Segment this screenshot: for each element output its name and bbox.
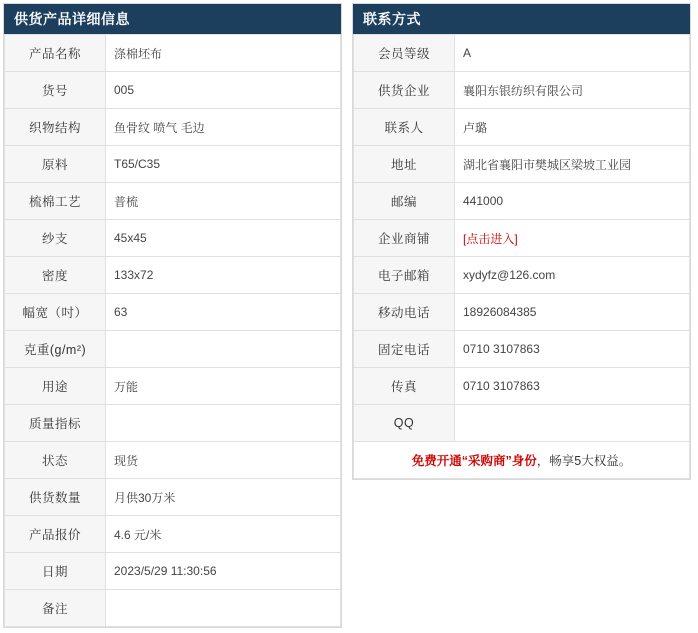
promo-rest: ，畅享5大权益。 bbox=[536, 454, 632, 468]
row-label: 货号 bbox=[5, 72, 106, 109]
table-row bbox=[5, 35, 341, 72]
row-label: 传真 bbox=[354, 368, 455, 405]
row-value bbox=[455, 405, 690, 442]
promo-row[interactable] bbox=[354, 442, 690, 479]
row-value: 005 bbox=[106, 72, 341, 109]
table-row bbox=[5, 442, 341, 479]
promo-cell[interactable] bbox=[354, 442, 690, 479]
row-label: 日期 bbox=[5, 553, 106, 590]
row-value: 18926084385 bbox=[455, 294, 690, 331]
row-value: 鱼骨纹 喷气 毛边 bbox=[106, 109, 341, 146]
table-row bbox=[5, 220, 341, 257]
row-label: 移动电话 bbox=[354, 294, 455, 331]
row-value: 45x45 bbox=[106, 220, 341, 257]
row-value: xydyfz@126.com bbox=[455, 257, 690, 294]
table-row bbox=[5, 590, 341, 627]
table-row bbox=[354, 294, 690, 331]
row-label: 电子邮箱 bbox=[354, 257, 455, 294]
table-row bbox=[5, 368, 341, 405]
row-value: 0710 3107863 bbox=[455, 368, 690, 405]
row-value: 涤棉坯布 bbox=[106, 35, 341, 72]
row-label: 企业商铺 bbox=[354, 220, 455, 257]
row-label: 梳棉工艺 bbox=[5, 183, 106, 220]
table-row-shop bbox=[354, 220, 690, 257]
row-value: 现货 bbox=[106, 442, 341, 479]
contact-info-panel bbox=[352, 3, 691, 480]
row-label: 用途 bbox=[5, 368, 106, 405]
row-value: A bbox=[455, 35, 690, 72]
row-label: 备注 bbox=[5, 590, 106, 627]
row-label: 供货企业 bbox=[354, 72, 455, 109]
row-label: 织物结构 bbox=[5, 109, 106, 146]
row-value: 万能 bbox=[106, 368, 341, 405]
row-value[interactable] bbox=[455, 220, 690, 257]
row-value: 4.6 元/米 bbox=[106, 516, 341, 553]
table-row bbox=[354, 146, 690, 183]
row-label: QQ bbox=[354, 405, 455, 442]
product-details-table bbox=[4, 34, 341, 627]
table-row bbox=[354, 368, 690, 405]
table-row bbox=[354, 109, 690, 146]
row-label: 地址 bbox=[354, 146, 455, 183]
contact-info-title: 联系方式 bbox=[353, 4, 690, 34]
row-value: 普梳 bbox=[106, 183, 341, 220]
row-label: 原料 bbox=[5, 146, 106, 183]
contact-info-table bbox=[353, 34, 690, 479]
row-label: 邮编 bbox=[354, 183, 455, 220]
row-value: 湖北省襄阳市樊城区梁坡工业园 bbox=[455, 146, 690, 183]
row-label: 纱支 bbox=[5, 220, 106, 257]
row-value bbox=[106, 331, 341, 368]
row-label: 质量指标 bbox=[5, 405, 106, 442]
table-row bbox=[5, 553, 341, 590]
table-row bbox=[5, 516, 341, 553]
table-row bbox=[354, 405, 690, 442]
table-row bbox=[354, 72, 690, 109]
row-value: 卢璐 bbox=[455, 109, 690, 146]
table-row bbox=[5, 257, 341, 294]
table-row bbox=[5, 109, 341, 146]
table-row bbox=[354, 35, 690, 72]
row-label: 固定电话 bbox=[354, 331, 455, 368]
enter-shop-link[interactable]: [点击进入] bbox=[463, 231, 518, 246]
row-label: 供货数量 bbox=[5, 479, 106, 516]
row-value bbox=[106, 590, 341, 627]
table-row bbox=[5, 405, 341, 442]
table-row bbox=[5, 331, 341, 368]
row-label: 会员等级 bbox=[354, 35, 455, 72]
row-value: 133x72 bbox=[106, 257, 341, 294]
row-value: 2023/5/29 11:30:56 bbox=[106, 553, 341, 590]
row-label: 克重(g/m²) bbox=[5, 331, 106, 368]
table-row bbox=[354, 183, 690, 220]
row-value: 63 bbox=[106, 294, 341, 331]
promo-highlight[interactable]: 免费开通“采购商”身份 bbox=[411, 454, 537, 468]
row-value: T65/C35 bbox=[106, 146, 341, 183]
table-row bbox=[5, 72, 341, 109]
row-value: 襄阳东银纺织有限公司 bbox=[455, 72, 690, 109]
table-row bbox=[5, 479, 341, 516]
row-label: 密度 bbox=[5, 257, 106, 294]
row-label: 产品报价 bbox=[5, 516, 106, 553]
row-label: 状态 bbox=[5, 442, 106, 479]
row-value: 0710 3107863 bbox=[455, 331, 690, 368]
table-row bbox=[354, 331, 690, 368]
table-row bbox=[5, 146, 341, 183]
row-value: 441000 bbox=[455, 183, 690, 220]
table-row bbox=[5, 183, 341, 220]
product-details-title: 供货产品详细信息 bbox=[4, 4, 341, 34]
table-row bbox=[354, 257, 690, 294]
product-details-panel bbox=[3, 3, 342, 628]
table-row bbox=[5, 294, 341, 331]
row-label: 幅宽（吋） bbox=[5, 294, 106, 331]
row-label: 联系人 bbox=[354, 109, 455, 146]
row-value: 月供30万米 bbox=[106, 479, 341, 516]
row-label: 产品名称 bbox=[5, 35, 106, 72]
row-value bbox=[106, 405, 341, 442]
